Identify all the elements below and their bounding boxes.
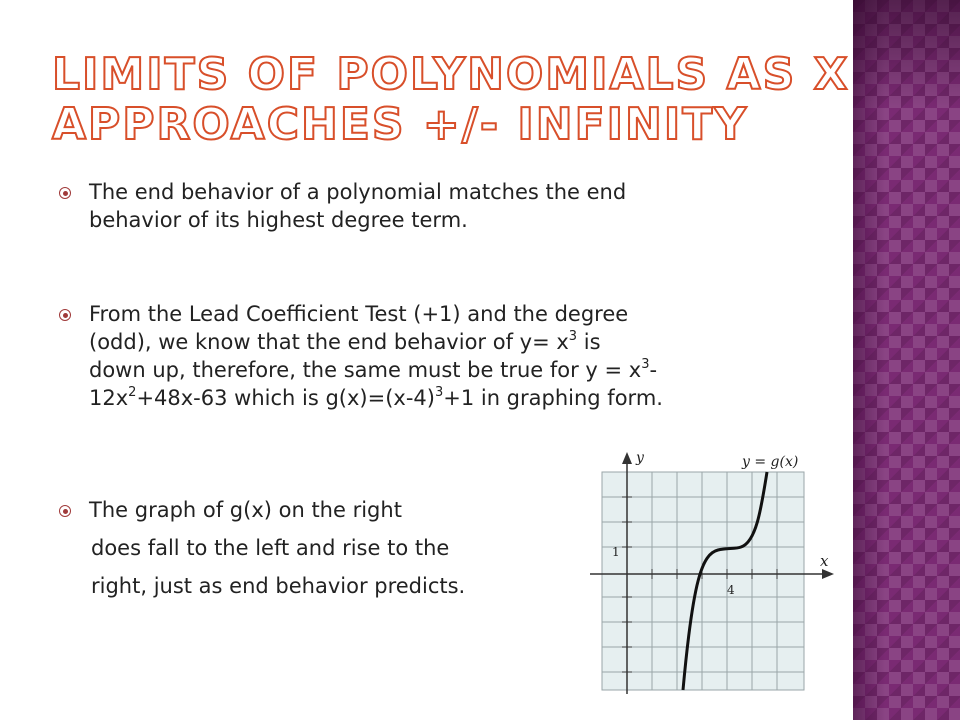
x-axis-arrow <box>822 569 834 579</box>
x-tick-label: 4 <box>727 583 735 597</box>
x-axis-label: x <box>820 552 829 570</box>
exponent: 3 <box>568 329 578 344</box>
y-axis-label: y <box>636 450 644 466</box>
bullet-2-line-4 <box>89 384 663 412</box>
exponent: 3 <box>434 385 444 400</box>
bullet-3-line-1: The graph of g(x) on the right <box>89 498 402 522</box>
bullet-2-line-3 <box>89 356 663 384</box>
bullet-3-line-2: does fall to the left and rise to the <box>91 536 450 560</box>
text-segment: - <box>649 358 658 382</box>
bullet-text <box>89 178 626 234</box>
bullet-2-line-1: From the Lead Coefficient Test (+1) and the degree <box>89 302 629 326</box>
text-segment: down up, therefore, the same must be true for y = x <box>89 358 642 382</box>
bullet-2-line-2 <box>89 328 663 356</box>
text-segment: is <box>577 330 601 354</box>
text-segment: +1 in graphing form. <box>443 386 663 410</box>
title-line-1: LIMITS OF POLYNOMIALS AS X <box>52 49 850 100</box>
title-line-2: APPROACHES +/- INFINITY <box>52 99 749 150</box>
bullet-icon <box>59 187 71 199</box>
bullet-1-line-1: The end behavior of a polynomial matches the end <box>89 180 627 204</box>
side-panel-shade <box>853 0 960 110</box>
text-segment: 12x <box>89 386 129 410</box>
bullet-text <box>89 496 465 610</box>
slide-title <box>52 49 850 150</box>
bullet-text <box>89 300 663 412</box>
bullet-1-line-2: behavior of its highest degree term. <box>89 208 468 232</box>
exponent: 2 <box>128 385 137 400</box>
bullet-3-line-3: right, just as end behavior predicts. <box>91 574 466 598</box>
y-axis-arrow <box>622 452 632 464</box>
exponent: 3 <box>641 357 650 372</box>
y-tick-label: 1 <box>612 545 620 559</box>
bullet-icon <box>59 505 71 517</box>
curve-label: y = g(x) <box>742 454 799 470</box>
grid-background <box>602 472 804 690</box>
text-segment: +48x-63 which is g(x)=(x-4) <box>136 386 435 410</box>
bullet-icon <box>59 309 71 321</box>
text-segment: (odd), we know that the end behavior of y= x <box>89 330 569 354</box>
graph-grid <box>602 472 804 690</box>
function-graph <box>590 450 840 695</box>
